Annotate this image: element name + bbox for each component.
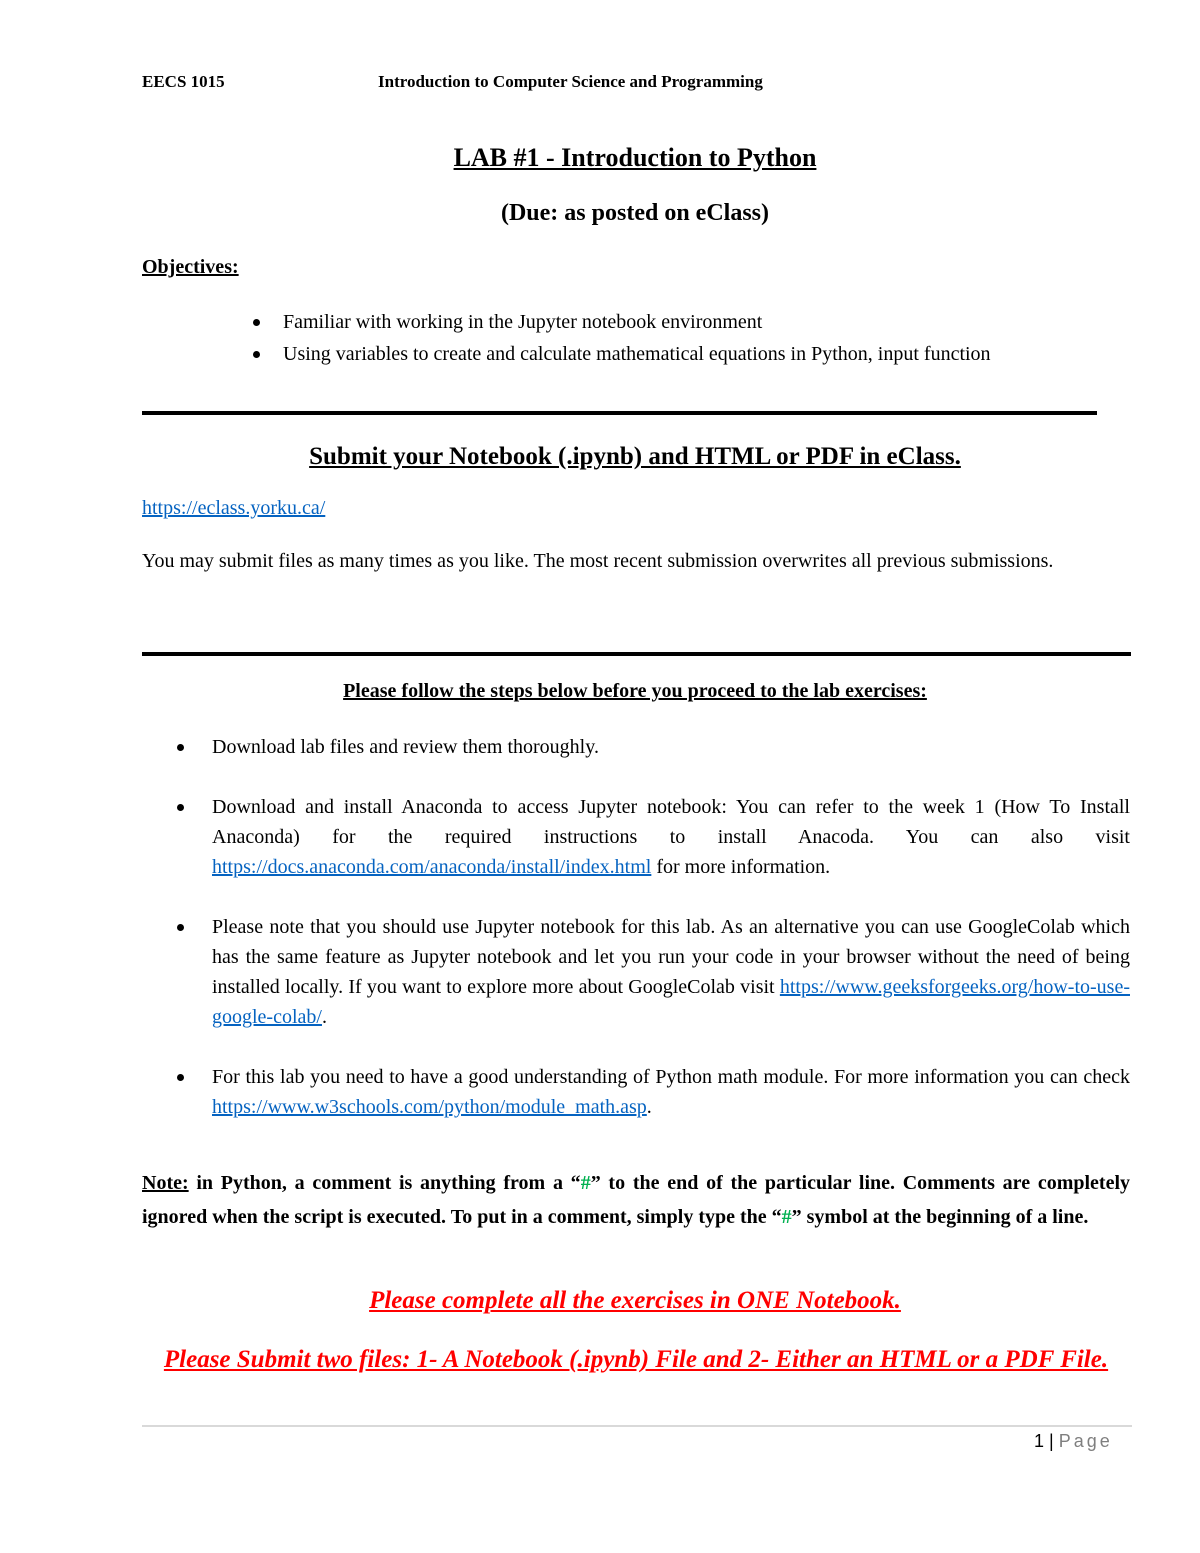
note-paragraph [142, 1166, 1130, 1234]
anaconda-install-link[interactable]: https://docs.anaconda.com/anaconda/install/index.html [212, 856, 652, 878]
bullet-icon [177, 1074, 184, 1081]
page-title [0, 143, 1200, 173]
note-text: ” symbol at the beginning of a line. [791, 1206, 1089, 1228]
step-text-after: for more information. [651, 856, 831, 878]
step-item [172, 912, 1130, 1032]
divider [142, 411, 1097, 415]
bullet-icon [253, 351, 260, 358]
reminder-submit-two-files: Please Submit two files: 1- A Notebook (.ipynb) File and 2- Either an HTML or a PDF File. [163, 1346, 1109, 1373]
math-module-link[interactable]: https://www.w3schools.com/python/module_math.asp [212, 1096, 647, 1118]
steps-list [172, 732, 1130, 1122]
step-text: For this lab you need to have a good understanding of Python math module. For more information you can check [212, 1066, 1130, 1088]
step-text: Download lab files and review them thoroughly. [212, 736, 599, 758]
step-text-after: . [321, 1006, 327, 1028]
resubmit-paragraph: You may submit files as many times as you like. The most recent submission overwrites all previous submissions. [142, 550, 1054, 572]
bullet-icon [177, 744, 184, 751]
note-label: Note: [142, 1172, 189, 1194]
step-item [172, 1062, 1130, 1122]
objectives-list [245, 308, 1145, 372]
footer-divider [142, 1425, 1132, 1427]
eclass-link[interactable]: https://eclass.yorku.ca/ [142, 497, 326, 519]
due-date: (Due: as posted on eClass) [500, 200, 769, 226]
divider [142, 652, 1131, 656]
page-number-value: 1 [1034, 1431, 1045, 1451]
page-number-sep: | [1044, 1431, 1059, 1451]
note-text: in Python, a comment is anything from a “ [188, 1172, 581, 1194]
objective-item [245, 308, 1145, 340]
colab-guide-link[interactable]: https://www.geeksforgeeks.org/how-to-use-google-colab/ [212, 976, 1130, 1028]
hash-symbol: # [580, 1172, 591, 1194]
step-text: Please note that you should use Jupyter notebook for this lab. As an alternative you can use GoogleColab which has the same feature as Jupyter notebook and let you run your code in your browser without the need of being installed locally. If you want to explore more about GoogleColab visit [212, 916, 1130, 998]
bullet-icon [177, 804, 184, 811]
bullet-icon [253, 319, 260, 326]
objective-text: Using variables to create and calculate mathematical equations in Python, input function [283, 343, 991, 365]
header-course-code: EECS 1015 [142, 72, 225, 91]
note-text: ” to the end of the particular line. Comments are completely ignored when the script is executed. To put in a comment, simply type the “ [142, 1172, 1131, 1228]
hash-symbol: # [781, 1206, 792, 1228]
eclass-link-line [142, 497, 325, 520]
bullet-icon [177, 924, 184, 931]
page-title-text: LAB #1 - Introduction to Python [453, 143, 817, 172]
objectives-heading: Objectives: [142, 256, 239, 278]
steps-heading: Please follow the steps below before you proceed to the lab exercises: [343, 680, 927, 702]
step-item [172, 732, 1130, 762]
objective-item [245, 340, 1145, 372]
step-text: Download and install Anaconda to access Jupyter notebook: You can refer to the week 1 (How To Install Anaconda) for the required instructions to install Anacoda. You can also visit [212, 796, 1130, 848]
step-item [172, 792, 1130, 882]
step-text-after: . [646, 1096, 652, 1118]
reminder-one-notebook: Please complete all the exercises in ONE Notebook. [369, 1287, 901, 1314]
page-word: Page [1058, 1431, 1113, 1451]
submit-heading: Submit your Notebook (.ipynb) and HTML or PDF in eClass. [309, 443, 961, 470]
header-course-title: Introduction to Computer Science and Programming [378, 72, 763, 91]
objective-text: Familiar with working in the Jupyter notebook environment [283, 311, 763, 333]
page-number [1034, 1431, 1113, 1452]
